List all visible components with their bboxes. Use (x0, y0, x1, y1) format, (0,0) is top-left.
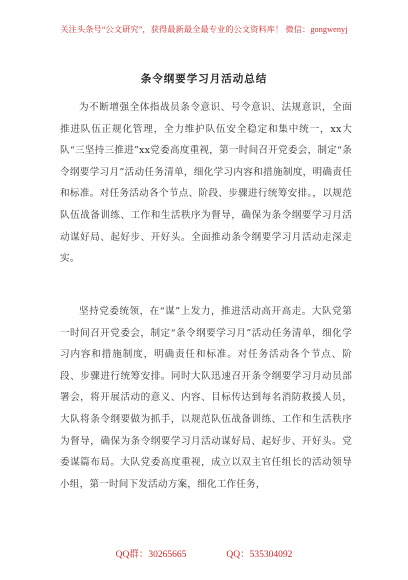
top-banner: 关注头条号“公文研究”，获得最新最全最专业的公文资料库！ 微信：gongwenyj (60, 25, 348, 34)
footer-contact (0, 546, 408, 560)
footer-qq-group: QQ群：30265665 (115, 550, 187, 560)
body-paragraph-2: 坚持党委统领，在“谋”上发力，推进活动高开高走。大队党第一时间召开党委会，制定“条令纲要学习月”活动任务清单，细化学习内容和措施制度，明确责任和标准。对任务活动各个节点、阶段、步骤进行统筹安排。同时大队迅速召开条令纲要学习月动员部署会，将开展活动的意义、内容、目标传达到每名消防救援人员，大队将条令纲要做为抓手，以规范队伍战备训练、工作和生活秩序为督导，确保为条令纲要学习月活动谋好局、起好步、开好头。党委谋篇布局。大队党委高度重视，成立以双主官任组长的活动领导小组，第一时间下发活动方案，细化工作任务， (60, 306, 352, 490)
body-paragraph-1: 为不断增强全体指战员条令意识、号令意识、法规意识，全面推进队伍正规化管理，全力维护队伍安全稳定和集中统一，xx大队“三坚持三推进”xx党委高度重视，第一时间召开党委会，制定“条令纲要学习月”活动任务清单，细化学习内容和措施制度，明确责任和标准。对任务活动各个节点、阶段、步骤进行统筹安排。，以规范队伍战备训练、工作和生活秩序为督导，确保为条令纲要学习月活动谋好局、起好步、开好头。全面推动条令纲要学习月活动走深走实。 (60, 102, 352, 265)
footer-qq: QQ：535304092 (226, 550, 293, 560)
document-title: 条令纲要学习月活动总结 (140, 73, 268, 85)
